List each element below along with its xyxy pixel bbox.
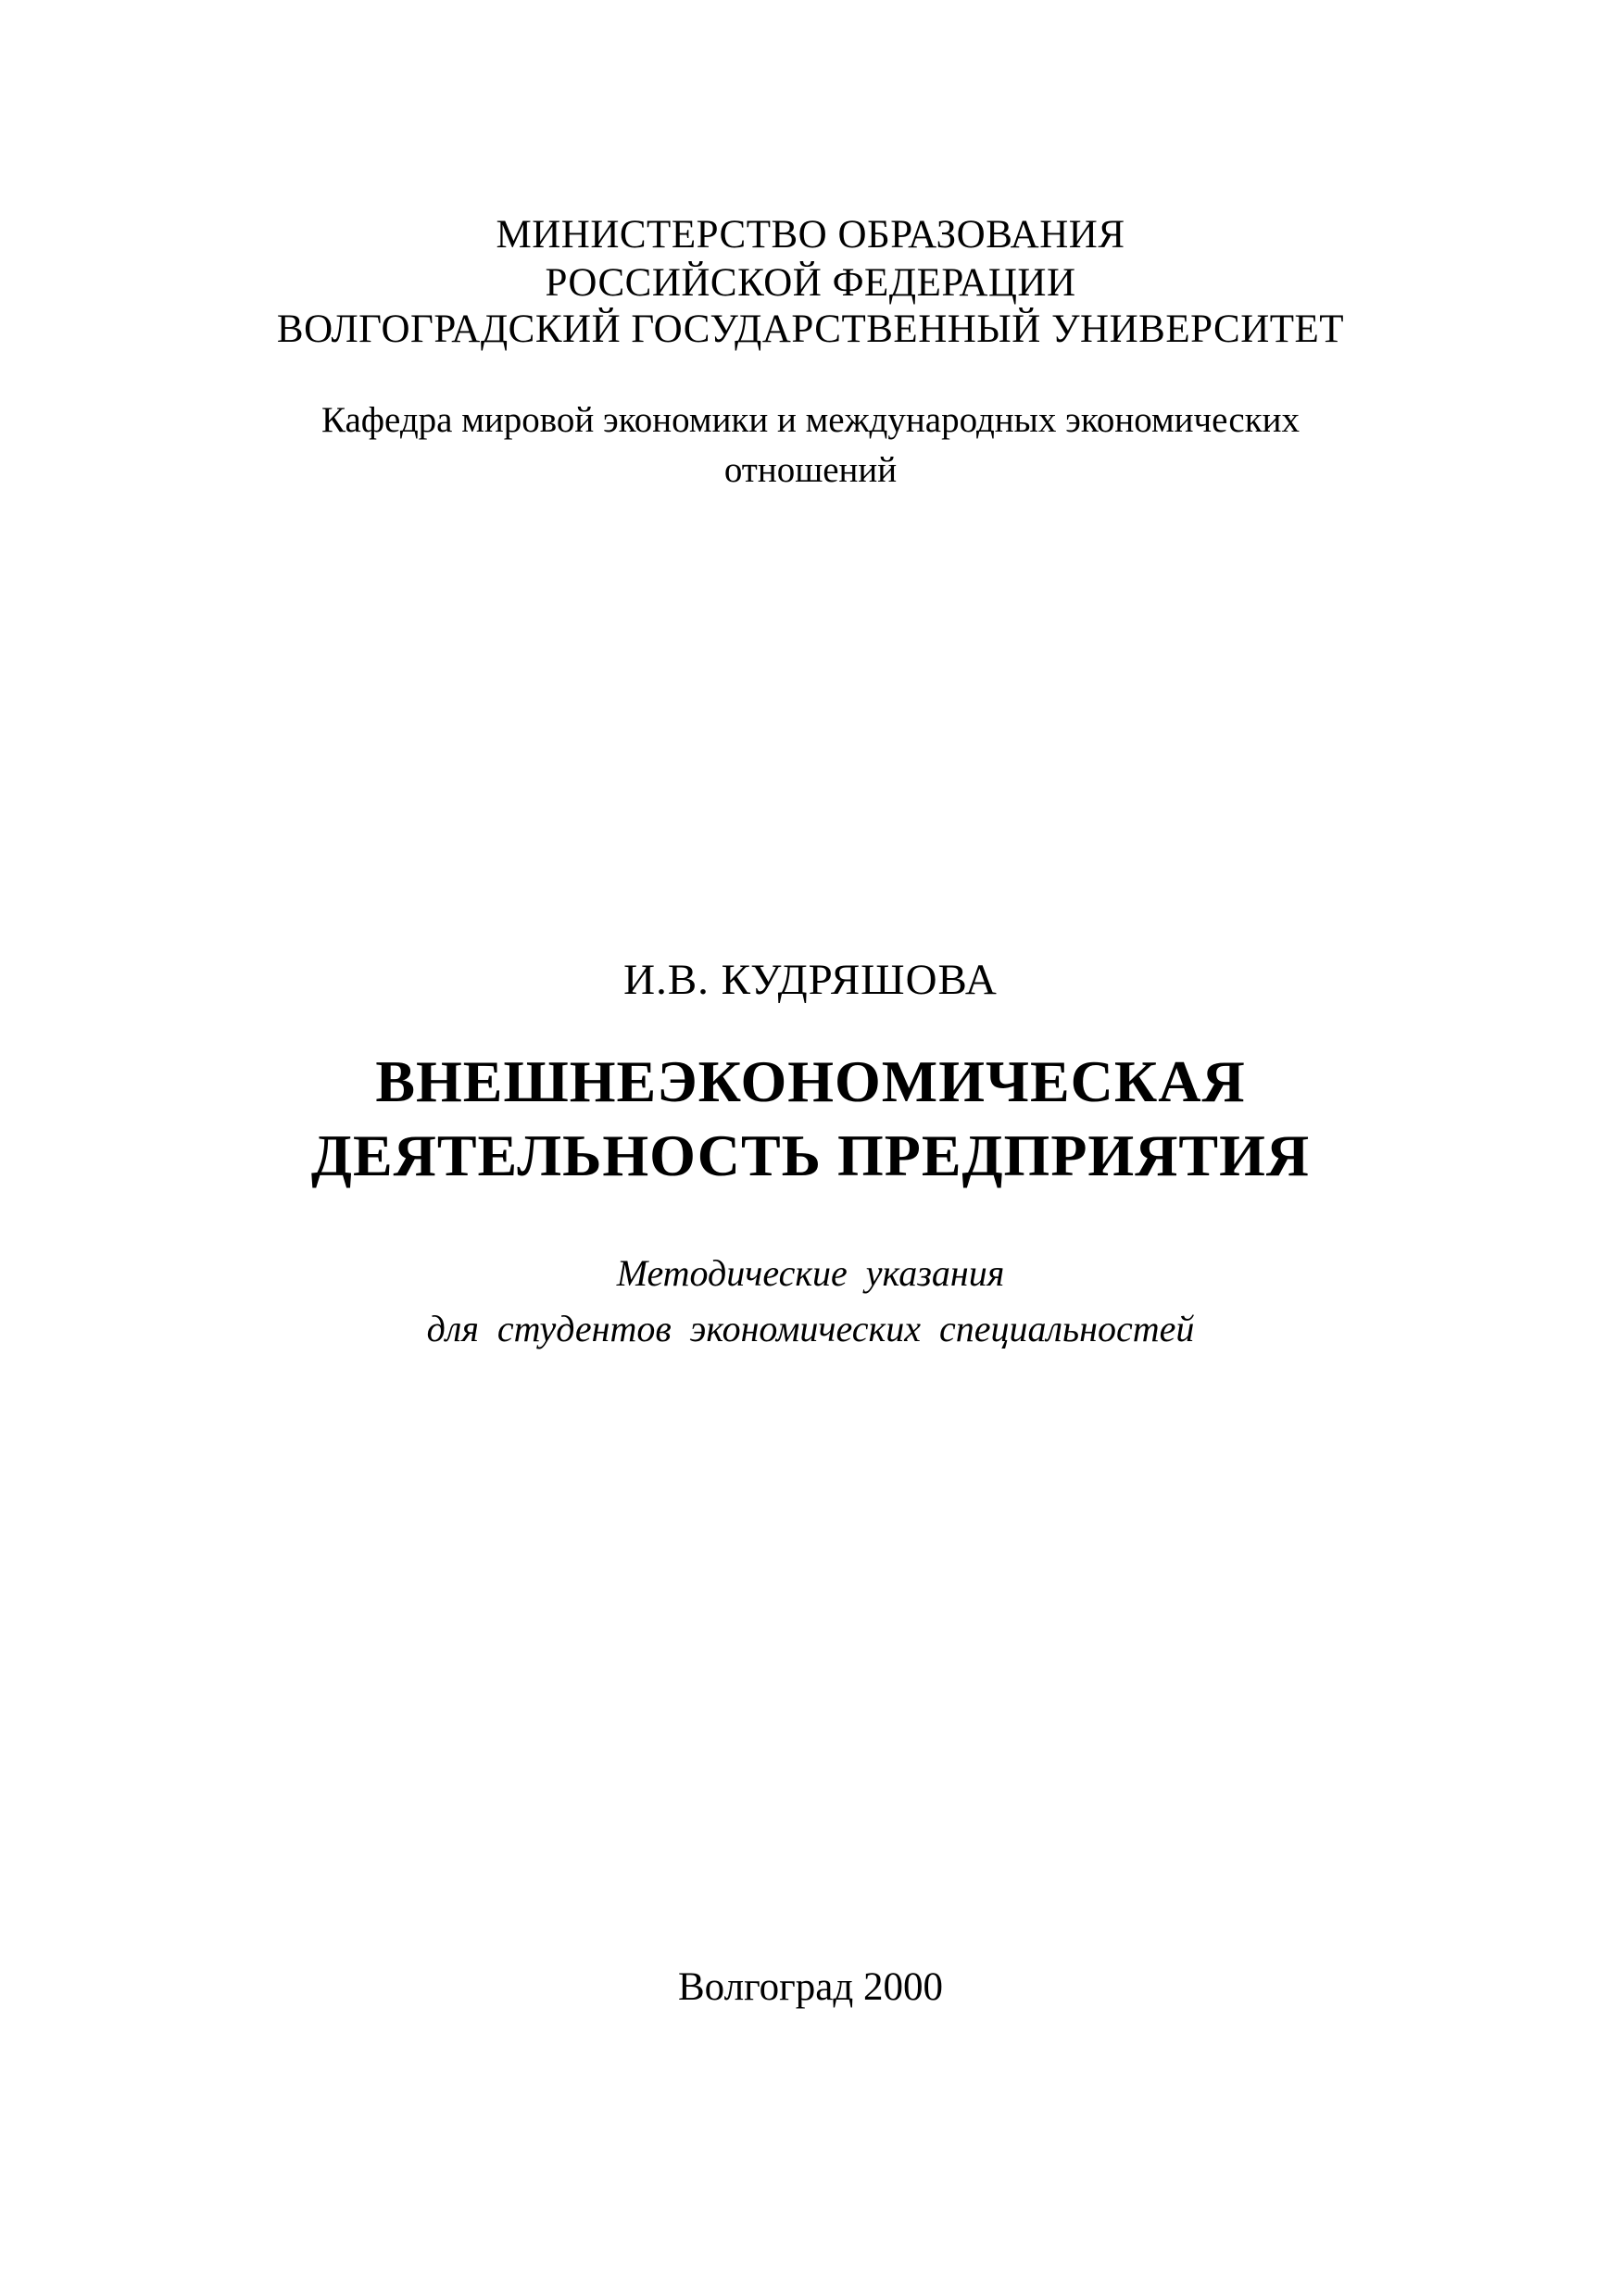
department-line-2: отношений	[723, 450, 898, 490]
ministry-line-2: РОССИЙСКОЙ ФЕДЕРАЦИИ	[545, 261, 1076, 305]
book-title-line-2: ДЕЯТЕЛЬНОСТЬ ПРЕДПРИЯТИЯ	[310, 1123, 1311, 1188]
ministry-line-1: МИНИСТЕРСТВО ОБРАЗОВАНИЯ	[496, 213, 1125, 257]
book-title-line-1: ВНЕШНЕЭКОНОМИЧЕСКАЯ	[375, 1048, 1246, 1114]
subtitle-line-1: Методические указания	[616, 1252, 1005, 1294]
department-line-1: Кафедра мировой экономики и международных экономических	[320, 400, 1301, 440]
imprint-city-year: Волгоград 2000	[678, 1965, 943, 2009]
subtitle-line-2: для студентов экономических специальностей	[426, 1308, 1195, 1349]
author-name: И.В. КУДРЯШОВА	[623, 956, 998, 1004]
university-name: ВОЛГОГРАДСКИЙ ГОСУДАРСТВЕННЫЙ УНИВЕРСИТЕТ	[276, 307, 1345, 351]
